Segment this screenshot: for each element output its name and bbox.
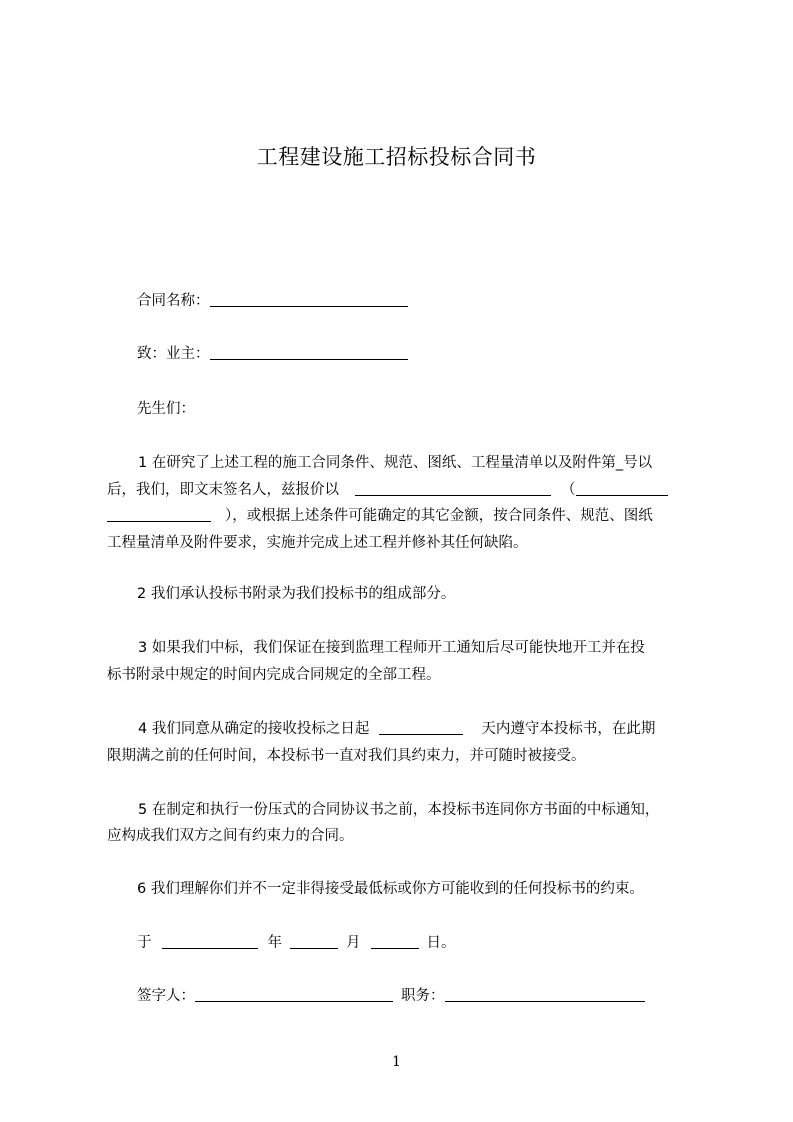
para5-line2: 应构成我们双方之间有约束力的合同。 bbox=[107, 828, 354, 844]
contract-name-label: 合同名称： bbox=[137, 293, 210, 309]
position-field[interactable] bbox=[445, 985, 645, 1002]
para4-line1-text: 4 我们同意从确定的接收投标之日起 bbox=[138, 721, 370, 737]
contract-name-field[interactable] bbox=[210, 290, 408, 307]
para3-line2: 标书附录中规定的时间内完成合同规定的全部工程。 bbox=[107, 667, 441, 683]
para1-line3 bbox=[107, 502, 700, 530]
validity-days-field[interactable] bbox=[379, 718, 463, 735]
date-line bbox=[137, 929, 730, 957]
para1-line3-text: ），或根据上述条件可能确定的其它金额，按合同条件、规范、图纸 bbox=[225, 508, 653, 524]
contract-name-line bbox=[137, 287, 730, 315]
signer-label: 签字人： bbox=[137, 988, 195, 1004]
signer-field[interactable] bbox=[195, 985, 393, 1002]
para2: 2 我们承认投标书附录为我们投标书的组成部分。 bbox=[137, 586, 456, 602]
bid-amount-words-field-2[interactable] bbox=[107, 505, 211, 522]
bid-amount-words-field-1[interactable] bbox=[576, 479, 668, 496]
owner-field[interactable] bbox=[210, 343, 408, 360]
page-number: 1 bbox=[392, 1054, 401, 1070]
month-label: 月 bbox=[346, 935, 361, 951]
para4-line2: 限期满之前的任何时间，本投标书一直对我们具约束力，并可随时被接受。 bbox=[107, 748, 586, 764]
date-field[interactable] bbox=[162, 932, 258, 949]
date-yu: 于 bbox=[137, 935, 152, 951]
para1-line4: 工程量清单及附件要求，实施并完成上述工程并修补其任何缺陷。 bbox=[107, 535, 528, 551]
open-paren: （ bbox=[561, 482, 576, 498]
para1-line1: 1 在研究了上述工程的施工合同条件、规范、图纸、工程量清单以及附件第_号以 bbox=[138, 455, 653, 471]
para4-line1-tail: 天内遵守本投标书，在此期 bbox=[481, 721, 656, 737]
day-label: 日。 bbox=[426, 935, 456, 951]
month-field[interactable] bbox=[371, 932, 419, 949]
para4-line1 bbox=[138, 715, 731, 743]
bid-amount-field[interactable] bbox=[355, 479, 551, 496]
para1-line2-text: 后，我们，即文末签名人，兹报价以 bbox=[107, 482, 339, 498]
owner-label: 致：业主： bbox=[137, 346, 210, 362]
year-label: 年 bbox=[267, 935, 282, 951]
position-label: 职务： bbox=[401, 988, 445, 1004]
year-field[interactable] bbox=[290, 932, 338, 949]
document-title: 工程建设施工招标投标合同书 bbox=[256, 145, 537, 169]
para3-line1: 3 如果我们中标，我们保证在接到监理工程师开工通知后尽可能快地开工并在投 bbox=[138, 640, 645, 656]
para6: 6 我们理解你们并不一定非得接受最低标或你方可能收到的任何投标书的约束。 bbox=[137, 881, 644, 897]
para5-line1: 5 在制定和执行一份压式的合同协议书之前，本投标书连同你方书面的中标通知， bbox=[138, 802, 660, 818]
owner-line bbox=[137, 340, 730, 368]
signature-line bbox=[137, 982, 730, 1010]
salutation: 先生们： bbox=[137, 401, 195, 417]
para1-line2 bbox=[107, 476, 700, 504]
